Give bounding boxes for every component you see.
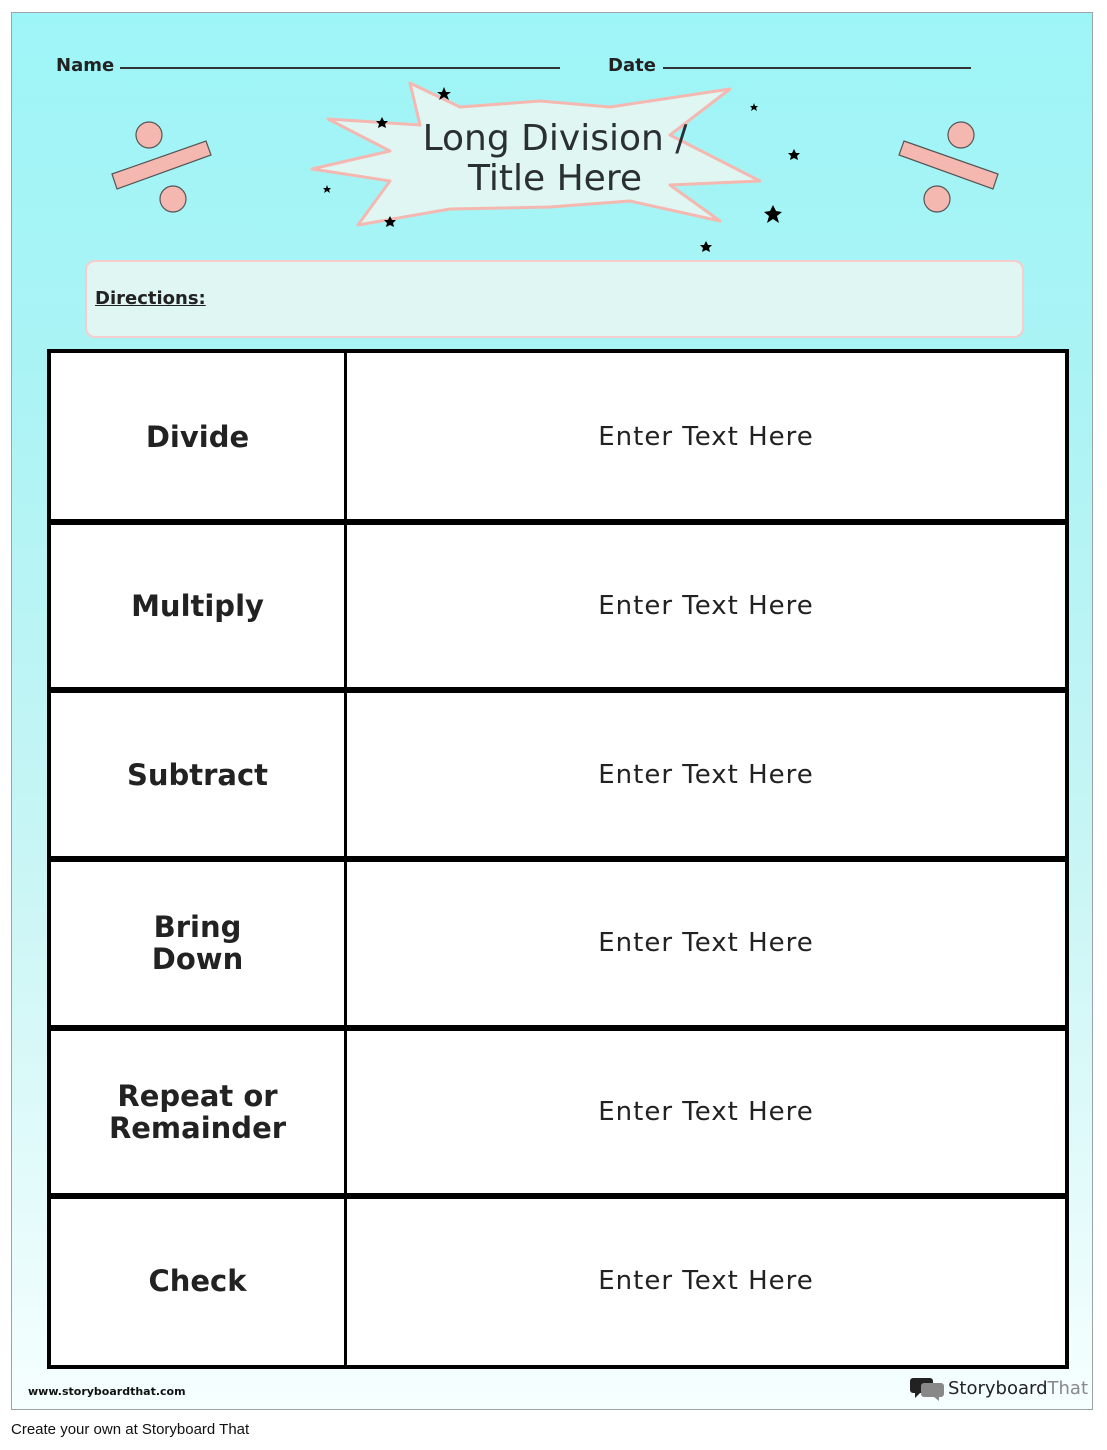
step-label-cell bbox=[51, 1028, 347, 1197]
worksheet bbox=[11, 12, 1093, 1410]
speech-bubbles-icon bbox=[910, 1375, 944, 1401]
row-divider bbox=[51, 1025, 1065, 1031]
step-text[interactable]: Enter Text Here bbox=[598, 928, 814, 959]
directions-box[interactable] bbox=[85, 260, 1024, 338]
step-label-cell bbox=[51, 353, 347, 522]
footer-caption[interactable]: Create your own at Storyboard That bbox=[11, 1421, 250, 1438]
row-divider bbox=[51, 856, 1065, 862]
step-label: Repeat or bbox=[117, 1078, 278, 1113]
footer-url[interactable]: www.storyboardthat.com bbox=[28, 1385, 186, 1398]
step-text-cell[interactable] bbox=[347, 859, 1065, 1028]
step-text[interactable]: Enter Text Here bbox=[598, 590, 814, 621]
step-label-cell bbox=[51, 1196, 347, 1365]
title-badge bbox=[310, 81, 800, 253]
step-text[interactable]: Enter Text Here bbox=[598, 1096, 814, 1127]
name-field[interactable] bbox=[120, 67, 560, 69]
step-label-cell bbox=[51, 690, 347, 859]
table-row bbox=[51, 353, 1065, 522]
logo-text bbox=[948, 1378, 1088, 1399]
step-label: Divide bbox=[145, 420, 250, 455]
storyboardthat-logo bbox=[910, 1375, 1088, 1401]
title-line-2: Title Here bbox=[468, 158, 642, 199]
logo-thin: That bbox=[1047, 1377, 1089, 1399]
title-line-1: Long Division / bbox=[422, 118, 688, 159]
directions-label: Directions: bbox=[95, 288, 206, 309]
step-label: Subtract bbox=[126, 757, 269, 792]
step-label: Bring bbox=[153, 910, 242, 945]
step-text[interactable]: Enter Text Here bbox=[598, 759, 814, 790]
row-divider bbox=[51, 1193, 1065, 1199]
step-text[interactable]: Enter Text Here bbox=[598, 422, 814, 453]
step-text-cell[interactable] bbox=[347, 690, 1065, 859]
step-label-cell bbox=[51, 522, 347, 691]
step-label: Down bbox=[151, 942, 244, 977]
step-label-cell bbox=[51, 859, 347, 1028]
star-icon bbox=[750, 103, 758, 111]
step-label: Remainder bbox=[108, 1110, 287, 1145]
table-row bbox=[51, 859, 1065, 1028]
table-row bbox=[51, 1028, 1065, 1197]
steps-table bbox=[47, 349, 1069, 1369]
percent-icon bbox=[894, 117, 1004, 217]
step-label: Multiply bbox=[131, 588, 264, 623]
step-text-cell[interactable] bbox=[347, 1196, 1065, 1365]
row-divider bbox=[51, 519, 1065, 525]
step-text-cell[interactable] bbox=[347, 522, 1065, 691]
step-text[interactable]: Enter Text Here bbox=[598, 1265, 814, 1296]
row-divider bbox=[51, 687, 1065, 693]
name-label: Name bbox=[56, 55, 115, 76]
star-icon bbox=[764, 205, 782, 223]
page-title bbox=[310, 119, 800, 199]
step-text-cell[interactable] bbox=[347, 1028, 1065, 1197]
table-row bbox=[51, 1196, 1065, 1365]
date-label: Date bbox=[608, 55, 656, 76]
star-icon bbox=[700, 241, 712, 252]
step-text-cell[interactable] bbox=[347, 353, 1065, 522]
logo-bold: Storyboard bbox=[948, 1377, 1048, 1399]
step-label: Check bbox=[148, 1263, 247, 1298]
table-row bbox=[51, 522, 1065, 691]
date-field[interactable] bbox=[663, 67, 971, 69]
table-row bbox=[51, 690, 1065, 859]
percent-icon bbox=[106, 117, 216, 217]
